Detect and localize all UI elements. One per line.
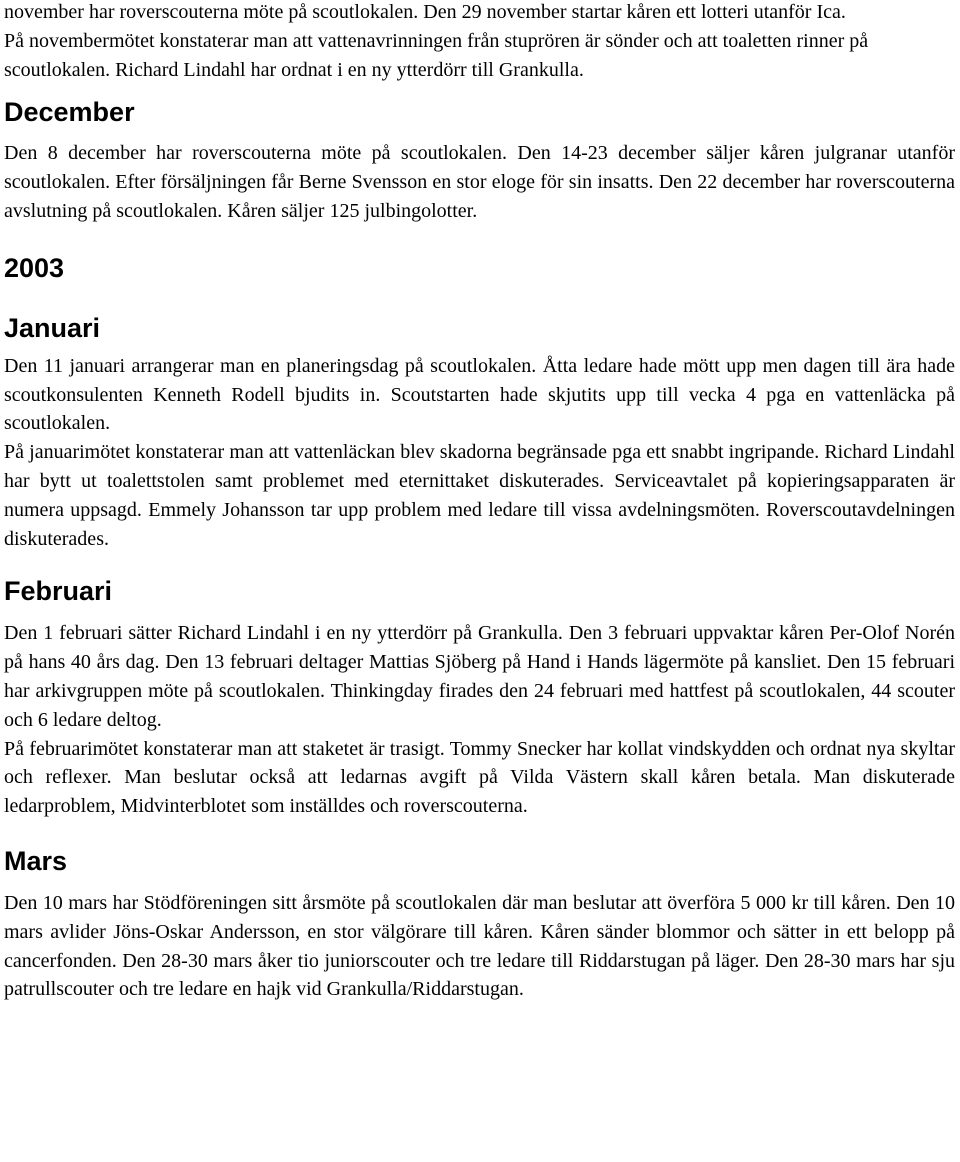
paragraph-mars: Den 10 mars har Stödföreningen sitt årsmöte på scoutlokalen där man beslutar att överföra 5 000 kr till kåren. Den 10 mars avlider Jöns-Oskar Andersson, en stor välgörare till kåren. Kåren sänder blommor och sätter in ett belopp på cancerfonden. Den 28-30 mars åker tio juniorscouter och tre ledare till Riddarstugan på läger. Den 28-30 mars har sju patrullscouter och tre ledare en hajk vid Grankulla/Riddarstugan. <box>4 891 955 1001</box>
heading-december: December <box>4 97 135 128</box>
paragraph-november-2: På novembermötet konstaterar man att vattenavrinningen från stuprören är sönder och att toaletten rinner på scoutlokalen. Richard Lindahl har ordnat i en ny ytterdörr till Grankulla. <box>4 29 869 81</box>
paragraph-januari-2: På januarimötet konstaterar man att vattenläckan blev skadorna begränsade pga ett snabbt ingripande. Richard Lindahl har bytt ut toalettstolen samt problemet med eternittaket diskuterades. Serviceavtalet på kopieringsapparaten är numera uppsagd. Emmely Johansson tar upp problem med ledare till vissa avdelningsmöten. Roverscoutavdelningen diskuterades. <box>4 441 955 550</box>
heading-februari: Februari <box>4 576 113 607</box>
heading-januari: Januari <box>4 312 101 343</box>
paragraph-december: Den 8 december har roverscouterna möte på scoutlokalen. Den 14-23 december säljer kåren julgranar utanför scoutlokalen. Efter försäljningen får Berne Svensson en stor eloge för sin insatts. Den 22 december har roverscouterna avslutning på scoutlokalen. Kåren säljer 125 julbingolotter. <box>4 142 955 222</box>
paragraph-november-1: november har roverscouterna möte på scoutlokalen. Den 29 november startar kåren ett lotteri utanför Ica. <box>4 1 846 23</box>
heading-year-2003: 2003 <box>4 252 65 283</box>
document-page <box>4 0 955 1004</box>
heading-mars: Mars <box>4 845 68 876</box>
paragraph-februari-2: På februarimötet konstaterar man att staketet är trasigt. Tommy Snecker har kollat vindskydden och ordnat nya skyltar och reflexer. Man beslutar också att ledarnas avgift på Vilda Västern skall kåren betala. Man diskuterade ledarproblem, Midvinterblotet som inställdes och roverscouterna. <box>4 737 955 818</box>
paragraph-februari-1: Den 1 februari sätter Richard Lindahl i en ny ytterdörr på Grankulla. Den 3 februari uppvaktar kåren Per-Olof Norén på hans 40 års dag. Den 13 februari deltager Mattias Sjöberg på Hand i Hands lägermöte på kansliet. Den 15 februari har arkivgruppen möte på scoutlokalen. Thinkingday firades den 24 februari med hattfest på scoutlokalen, 44 scouter och 6 ledare deltog. <box>4 622 955 731</box>
paragraph-januari-1: Den 11 januari arrangerar man en planeringsdag på scoutlokalen. Åtta ledare hade mött upp men dagen till ära hade scoutkonsulenten Kenneth Rodell bjudits in. Scoutstarten hade skjutits upp till vecka 4 pga en vattenläcka på scoutlokalen. <box>4 354 955 435</box>
